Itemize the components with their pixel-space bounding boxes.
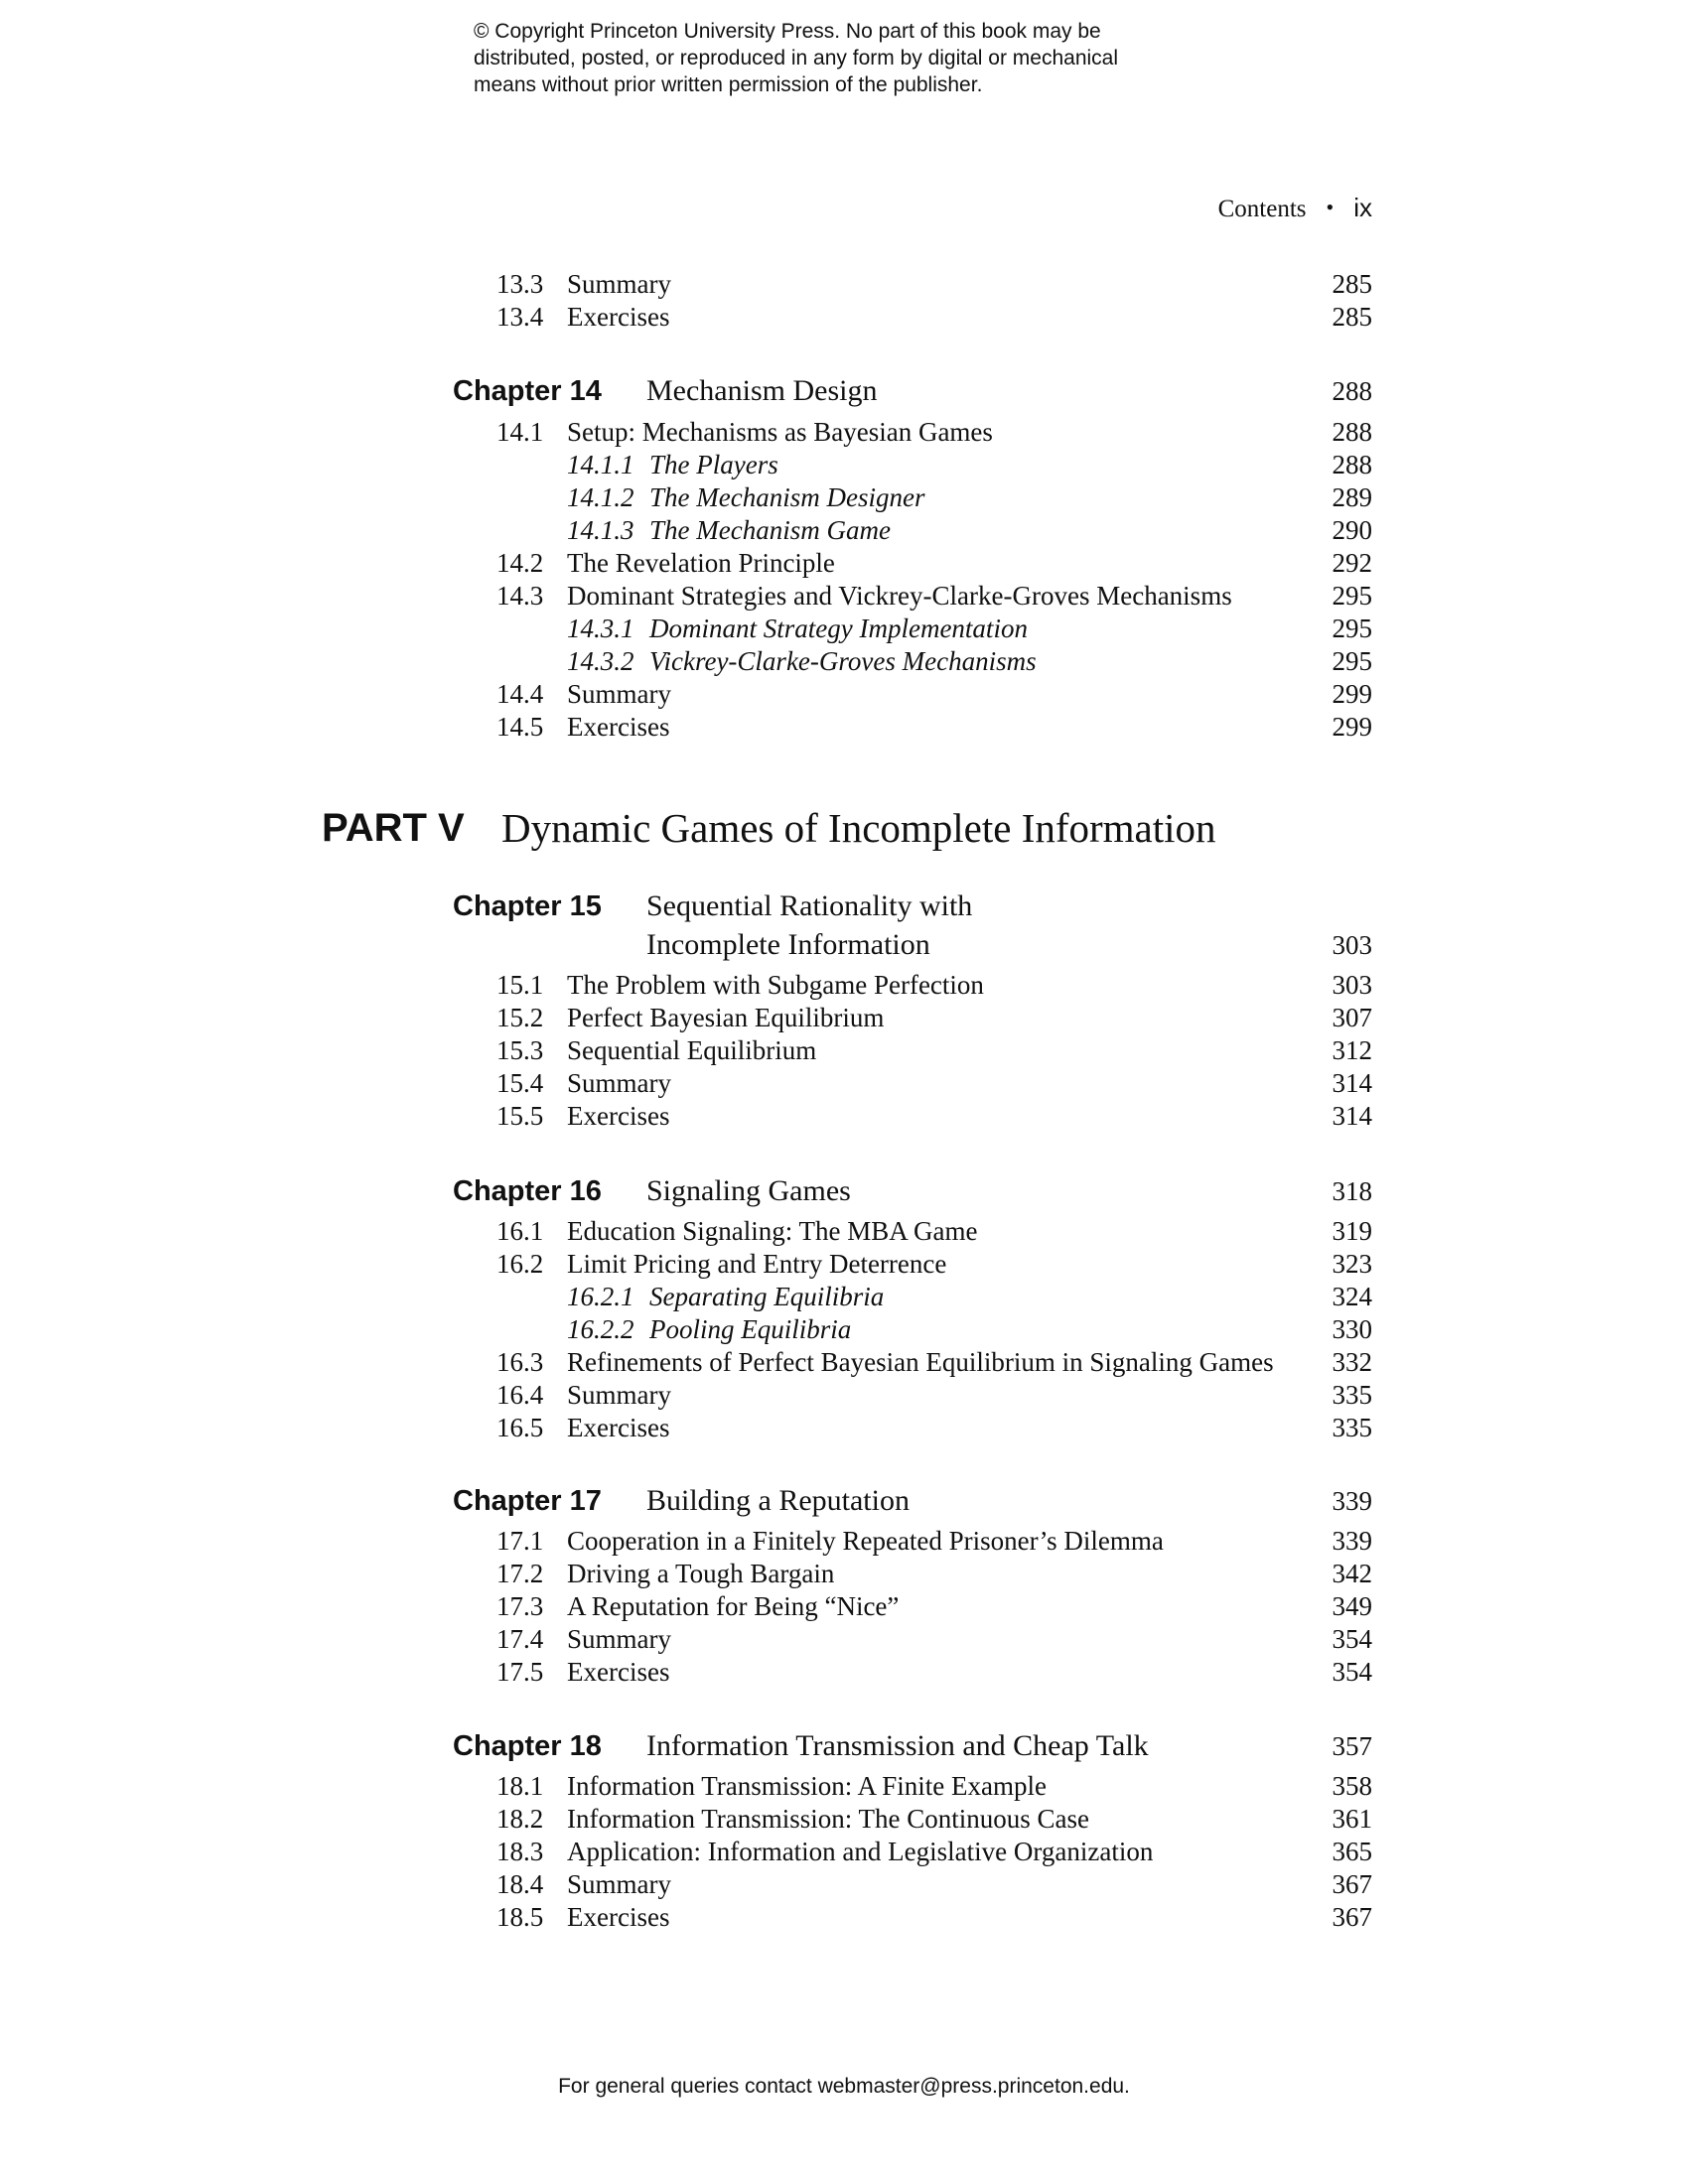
section-title: Refinements of Perfect Bayesian Equilibrium in Signaling Games xyxy=(567,1347,1274,1377)
section-number: 13.3 xyxy=(496,269,544,299)
section-page: 361 xyxy=(1332,1804,1372,1834)
section-title: Sequential Equilibrium xyxy=(567,1035,817,1065)
chapter-title-cont: Incomplete Information xyxy=(646,928,930,961)
subsection-page: 295 xyxy=(1332,614,1372,643)
toc-section[interactable] xyxy=(0,1622,1688,1656)
copyright-line: distributed, posted, or reproduced in any form by digital or mechanical xyxy=(474,47,1119,69)
toc-section[interactable] xyxy=(0,1033,1688,1067)
bullet-separator: • xyxy=(1326,195,1335,219)
toc-section[interactable] xyxy=(0,546,1688,580)
section-number: 14.2 xyxy=(496,548,544,578)
toc-section[interactable] xyxy=(0,300,1688,334)
chapter-page: 318 xyxy=(1332,1176,1372,1206)
section-page: 332 xyxy=(1332,1347,1372,1377)
section-number: 18.3 xyxy=(496,1837,544,1866)
section-page: 358 xyxy=(1332,1771,1372,1801)
section-number: 18.2 xyxy=(496,1804,544,1834)
section-title: Information Transmission: The Continuous Case xyxy=(567,1804,1090,1834)
section-page: 323 xyxy=(1332,1249,1372,1279)
toc-section[interactable] xyxy=(0,1247,1688,1281)
toc-section[interactable] xyxy=(0,267,1688,301)
chapter-page: 357 xyxy=(1332,1731,1372,1761)
copyright-notice xyxy=(474,18,1189,98)
section-title: Driving a Tough Bargain xyxy=(567,1559,835,1588)
subsection-page: 295 xyxy=(1332,646,1372,676)
subsection-page: 288 xyxy=(1332,450,1372,479)
section-title: Summary xyxy=(567,1380,671,1410)
section-number: 14.3 xyxy=(496,581,544,611)
toc-subsection[interactable] xyxy=(0,1280,1688,1313)
toc-section[interactable] xyxy=(0,710,1688,744)
section-number: 17.3 xyxy=(496,1591,544,1621)
section-title: Exercises xyxy=(567,302,670,332)
section-number: 17.4 xyxy=(496,1624,544,1654)
section-page: 365 xyxy=(1332,1837,1372,1866)
section-title: Summary xyxy=(567,1869,671,1899)
section-title: Exercises xyxy=(567,712,670,742)
toc-subsection[interactable] xyxy=(0,1312,1688,1346)
section-page: 307 xyxy=(1332,1003,1372,1032)
toc-section[interactable] xyxy=(0,677,1688,711)
section-number: 15.5 xyxy=(496,1101,544,1131)
copyright-line: means without prior written permission of the publisher. xyxy=(474,73,983,96)
toc-section[interactable] xyxy=(0,1378,1688,1412)
section-number: 16.5 xyxy=(496,1413,544,1442)
section-number: 16.1 xyxy=(496,1216,544,1246)
subsection-number: 16.2.2 xyxy=(567,1314,634,1344)
copyright-line: © Copyright Princeton University Press. No part of this book may be xyxy=(474,20,1101,43)
chapter-title: Information Transmission and Cheap Talk xyxy=(646,1729,1149,1762)
section-page: 288 xyxy=(1332,417,1372,447)
toc-section[interactable] xyxy=(0,1411,1688,1444)
chapter-page: 303 xyxy=(1332,930,1372,960)
section-page: 312 xyxy=(1332,1035,1372,1065)
section-title: Summary xyxy=(567,269,671,299)
section-number: 16.3 xyxy=(496,1347,544,1377)
toc-section[interactable] xyxy=(0,1655,1688,1689)
section-title: Exercises xyxy=(567,1657,670,1687)
subsection-title: Dominant Strategy Implementation xyxy=(649,614,1028,643)
subsection-page: 289 xyxy=(1332,482,1372,512)
toc-chapter-18[interactable] xyxy=(0,1726,1688,1766)
section-number: 17.1 xyxy=(496,1526,544,1556)
toc-section[interactable] xyxy=(0,1835,1688,1868)
chapter-label: Chapter 18 xyxy=(453,1730,602,1762)
chapter-title: Building a Reputation xyxy=(646,1484,910,1517)
section-title: Exercises xyxy=(567,1101,670,1131)
running-head xyxy=(1218,193,1372,223)
subsection-title: Pooling Equilibria xyxy=(649,1314,852,1344)
section-page: 285 xyxy=(1332,302,1372,332)
subsection-page: 290 xyxy=(1332,515,1372,545)
section-page: 367 xyxy=(1332,1902,1372,1932)
subsection-title: The Mechanism Designer xyxy=(649,482,925,512)
section-title: A Reputation for Being “Nice” xyxy=(567,1591,900,1621)
section-page: 335 xyxy=(1332,1413,1372,1442)
section-number: 15.3 xyxy=(496,1035,544,1065)
section-title: Exercises xyxy=(567,1902,670,1932)
toc-section[interactable] xyxy=(0,1001,1688,1034)
toc-section[interactable] xyxy=(0,1589,1688,1623)
section-title: Information Transmission: A Finite Example xyxy=(567,1771,1048,1801)
section-page: 354 xyxy=(1332,1657,1372,1687)
toc-chapter-16[interactable] xyxy=(0,1171,1688,1211)
section-title: Summary xyxy=(567,1068,671,1098)
section-title: Dominant Strategies and Vickrey-Clarke-Groves Mechanisms xyxy=(567,581,1232,611)
section-number: 15.2 xyxy=(496,1003,544,1032)
subsection-title: Vickrey-Clarke-Groves Mechanisms xyxy=(649,646,1037,676)
toc-section[interactable] xyxy=(0,1099,1688,1133)
toc-subsection[interactable] xyxy=(0,480,1688,514)
section-title: Exercises xyxy=(567,1413,670,1442)
section-title: Summary xyxy=(567,679,671,709)
subsection-page: 324 xyxy=(1332,1282,1372,1311)
subsection-page: 330 xyxy=(1332,1314,1372,1344)
section-number: 13.4 xyxy=(496,302,544,332)
section-page: 299 xyxy=(1332,712,1372,742)
toc-section[interactable] xyxy=(0,415,1688,449)
section-page: 319 xyxy=(1332,1216,1372,1246)
chapter-page: 288 xyxy=(1332,376,1372,406)
section-title: The Problem with Subgame Perfection xyxy=(567,970,984,1000)
subsection-title: The Players xyxy=(649,450,778,479)
section-page: 314 xyxy=(1332,1101,1372,1131)
section-page: 349 xyxy=(1332,1591,1372,1621)
toc-section[interactable] xyxy=(0,579,1688,613)
chapter-label: Chapter 15 xyxy=(453,890,602,922)
section-number: 14.5 xyxy=(496,712,544,742)
running-head-label: Contents xyxy=(1217,196,1307,222)
toc-section[interactable] xyxy=(0,1900,1688,1934)
section-number: 18.4 xyxy=(496,1869,544,1899)
toc-chapter-15[interactable] xyxy=(0,887,1688,926)
subsection-title: Separating Equilibria xyxy=(649,1282,885,1311)
section-title: Application: Information and Legislative Organization xyxy=(567,1837,1154,1866)
toc-section[interactable] xyxy=(0,1802,1688,1836)
section-page: 354 xyxy=(1332,1624,1372,1654)
toc-section[interactable] xyxy=(0,1066,1688,1100)
section-title: The Revelation Principle xyxy=(567,548,835,578)
toc-subsection[interactable] xyxy=(0,448,1688,481)
chapter-label: Chapter 17 xyxy=(453,1485,602,1517)
section-page: 335 xyxy=(1332,1380,1372,1410)
section-number: 16.4 xyxy=(496,1380,544,1410)
subsection-number: 14.3.2 xyxy=(567,646,634,676)
part-title: Dynamic Games of Incomplete Information xyxy=(501,805,1216,851)
subsection-number: 14.1.1 xyxy=(567,450,634,479)
toc-subsection[interactable] xyxy=(0,644,1688,678)
toc-subsection[interactable] xyxy=(0,612,1688,645)
section-title: Cooperation in a Finitely Repeated Prisoner’s Dilemma xyxy=(567,1526,1164,1556)
toc-chapter-17[interactable] xyxy=(0,1481,1688,1521)
section-number: 18.5 xyxy=(496,1902,544,1932)
section-number: 17.2 xyxy=(496,1559,544,1588)
footer-contact: For general queries contact webmaster@press.princeton.edu. xyxy=(558,2075,1130,2098)
section-title: Perfect Bayesian Equilibrium xyxy=(567,1003,885,1032)
toc-section[interactable] xyxy=(0,968,1688,1002)
subsection-number: 14.3.1 xyxy=(567,614,634,643)
section-page: 299 xyxy=(1332,679,1372,709)
toc-section[interactable] xyxy=(0,1345,1688,1379)
section-page: 292 xyxy=(1332,548,1372,578)
section-number: 16.2 xyxy=(496,1249,544,1279)
toc-subsection[interactable] xyxy=(0,513,1688,547)
section-page: 367 xyxy=(1332,1869,1372,1899)
section-title: Education Signaling: The MBA Game xyxy=(567,1216,978,1246)
section-number: 14.4 xyxy=(496,679,544,709)
section-number: 17.5 xyxy=(496,1657,544,1687)
chapter-page: 339 xyxy=(1332,1486,1372,1516)
section-page: 339 xyxy=(1332,1526,1372,1556)
section-page: 303 xyxy=(1332,970,1372,1000)
toc-section[interactable] xyxy=(0,1769,1688,1803)
chapter-label: Chapter 16 xyxy=(453,1175,602,1207)
section-page: 342 xyxy=(1332,1559,1372,1588)
chapter-title: Sequential Rationality with xyxy=(646,889,973,922)
chapter-title: Mechanism Design xyxy=(646,374,878,407)
section-number: 15.1 xyxy=(496,970,544,1000)
chapter-title: Signaling Games xyxy=(646,1174,851,1207)
toc-chapter-15-cont[interactable] xyxy=(0,925,1688,965)
toc-section[interactable] xyxy=(0,1214,1688,1248)
toc-section[interactable] xyxy=(0,1557,1688,1590)
toc-chapter-14[interactable] xyxy=(0,371,1688,411)
section-page: 314 xyxy=(1332,1068,1372,1098)
subsection-title: The Mechanism Game xyxy=(649,515,891,545)
section-page: 285 xyxy=(1332,269,1372,299)
section-number: 14.1 xyxy=(496,417,544,447)
subsection-number: 14.1.2 xyxy=(567,482,634,512)
subsection-number: 14.1.3 xyxy=(567,515,634,545)
section-title: Summary xyxy=(567,1624,671,1654)
toc-section[interactable] xyxy=(0,1524,1688,1558)
chapter-label: Chapter 14 xyxy=(453,375,602,407)
toc-part-5[interactable] xyxy=(0,802,1688,854)
subsection-number: 16.2.1 xyxy=(567,1282,634,1311)
section-number: 15.4 xyxy=(496,1068,544,1098)
page-number: ix xyxy=(1353,193,1372,222)
part-label: PART V xyxy=(322,806,465,850)
section-number: 18.1 xyxy=(496,1771,544,1801)
section-title: Setup: Mechanisms as Bayesian Games xyxy=(567,417,993,447)
toc-section[interactable] xyxy=(0,1867,1688,1901)
section-title: Limit Pricing and Entry Deterrence xyxy=(567,1249,947,1279)
section-page: 295 xyxy=(1332,581,1372,611)
